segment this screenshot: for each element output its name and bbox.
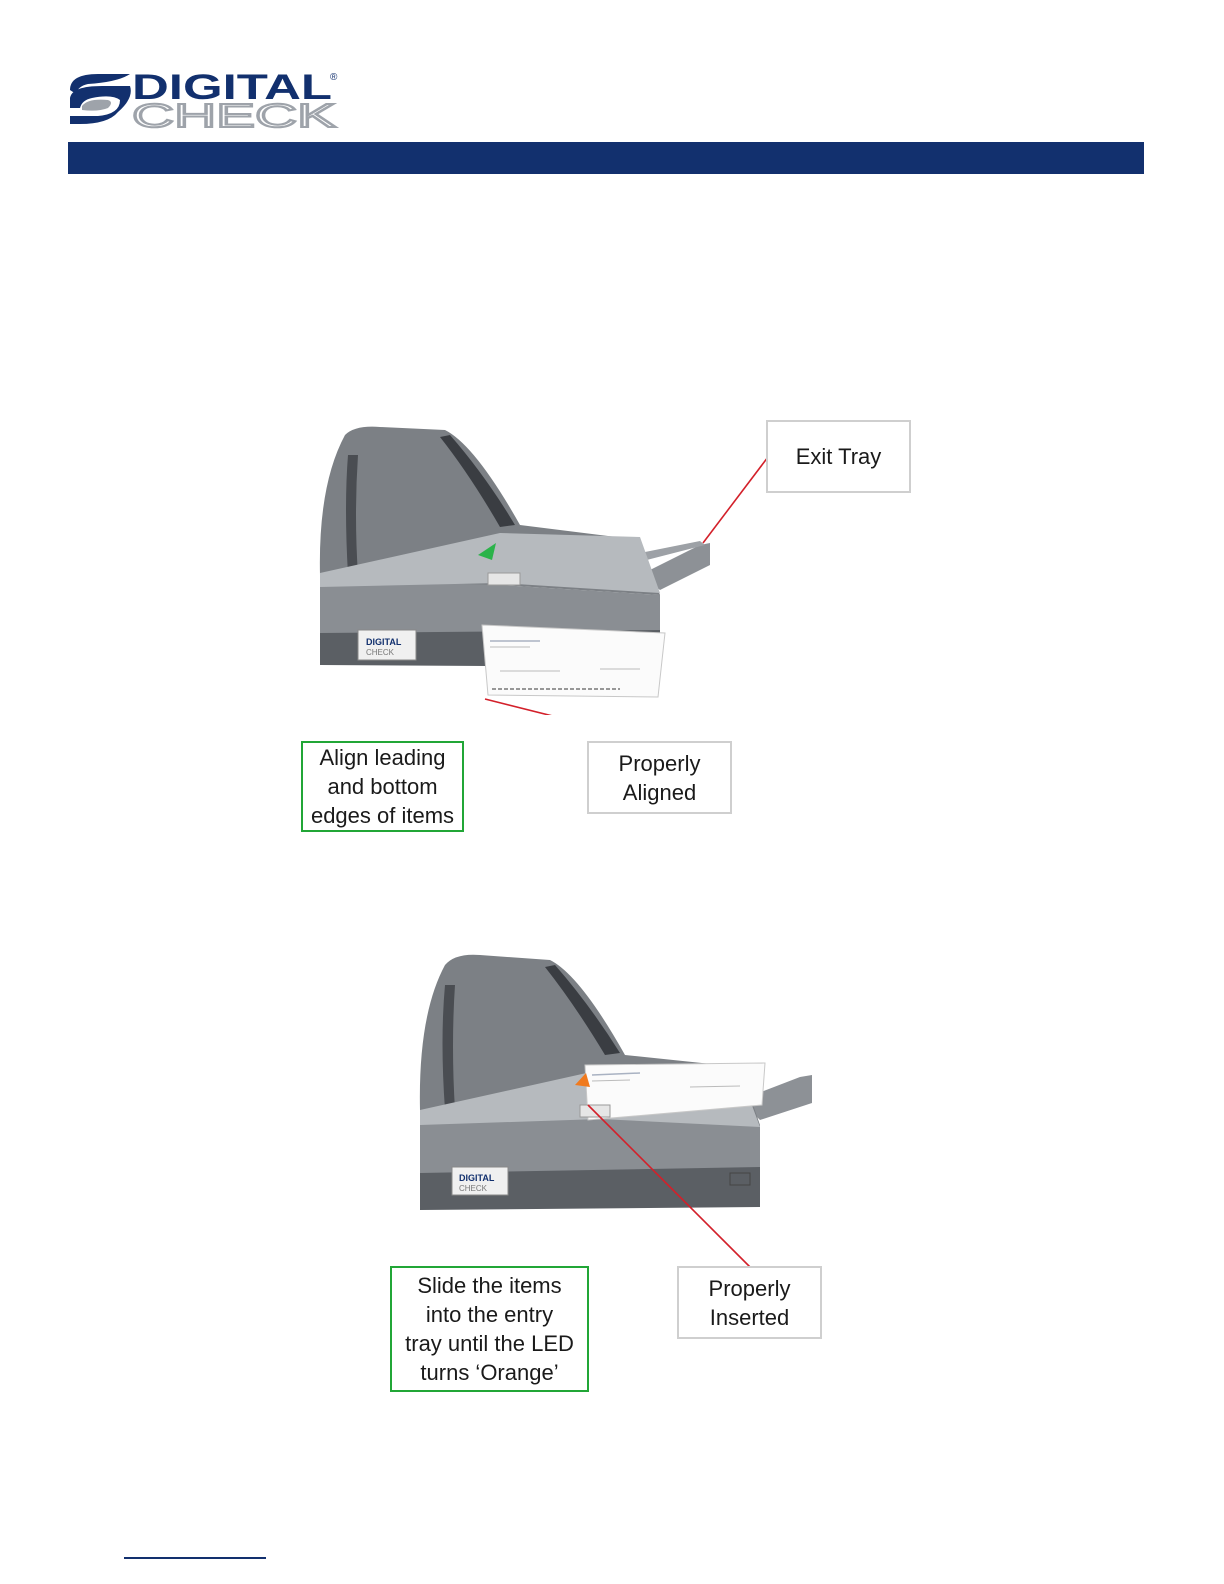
properly-aligned-label: Properly Aligned xyxy=(618,750,701,805)
exit-tray-arrow xyxy=(703,457,768,543)
exit-tray-label: Exit Tray xyxy=(795,444,882,469)
logo-check-text: CHECK xyxy=(132,97,336,130)
svg-text:CHECK: CHECK xyxy=(459,1184,488,1193)
header-bar xyxy=(68,142,1144,174)
svg-text:DIGITAL: DIGITAL xyxy=(459,1173,495,1183)
digital-check-logo xyxy=(68,68,340,130)
logo-registered-mark: ® xyxy=(330,72,338,83)
properly-inserted-callout xyxy=(677,1266,822,1339)
aligned-arrow xyxy=(485,699,660,715)
svg-text:DIGITAL: DIGITAL xyxy=(366,637,402,647)
exit-tray-callout xyxy=(766,420,911,493)
align-instruction-text: Align leading and bottom edges of items xyxy=(310,745,455,828)
slide-instruction-text: Slide the items into the entry tray until the LED turns ‘Orange’ xyxy=(405,1273,574,1385)
properly-inserted-label: Properly Inserted xyxy=(708,1275,791,1330)
check-document xyxy=(482,625,665,697)
logo-swoosh-icon xyxy=(70,74,131,124)
footer-rule xyxy=(124,1557,266,1559)
svg-text:CHECK: CHECK xyxy=(366,648,395,657)
align-instruction-callout xyxy=(301,741,464,832)
logo-digital-text: DIGITAL xyxy=(132,68,332,107)
properly-aligned-callout xyxy=(587,741,732,814)
slide-instruction-callout xyxy=(390,1266,589,1392)
scanner-image-inserted xyxy=(400,945,830,1275)
